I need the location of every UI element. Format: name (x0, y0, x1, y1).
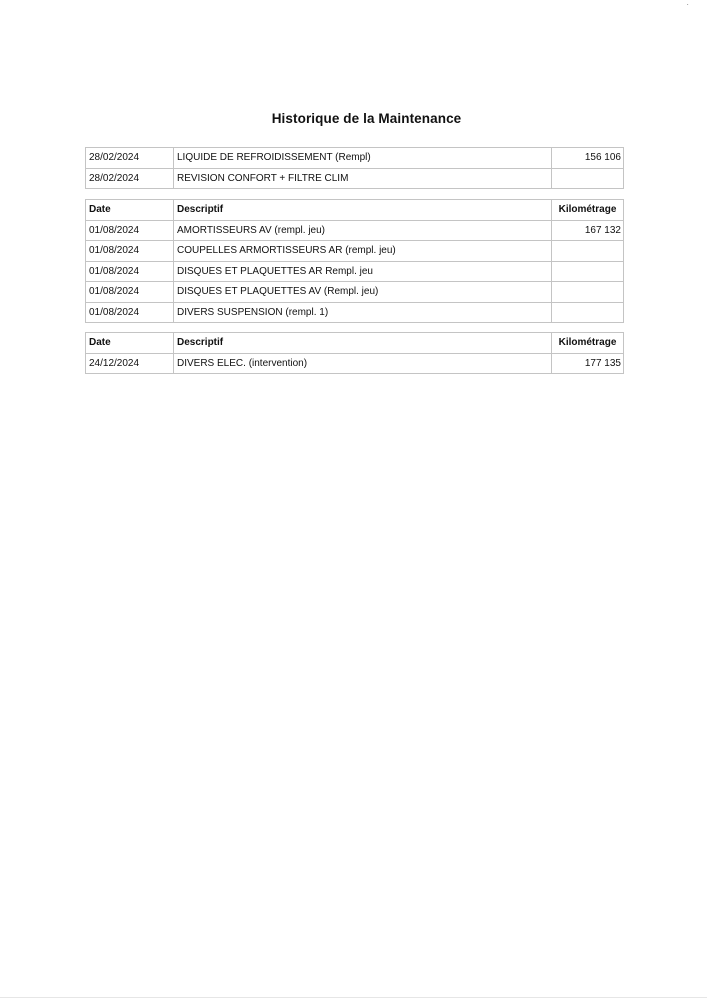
date-cell: 01/08/2024 (86, 261, 174, 282)
km-cell: 167 132 (552, 220, 624, 241)
page-title: Historique de la Maintenance (271, 111, 462, 127)
table-row (86, 353, 624, 374)
date-cell: 01/08/2024 (86, 241, 174, 262)
maintenance-table-2 (85, 199, 624, 323)
date-cell: 28/02/2024 (86, 148, 174, 169)
description-cell: REVISION CONFORT + FILTRE CLIM (174, 168, 552, 189)
description-header: Descriptif (174, 200, 552, 221)
date-cell: 24/12/2024 (86, 353, 174, 374)
date-cell: 01/08/2024 (86, 302, 174, 323)
km-header: Kilométrage (552, 333, 624, 354)
description-cell: DISQUES ET PLAQUETTES AR Rempl. jeu (174, 261, 552, 282)
corner-mark: · (686, 0, 689, 9)
table-header-row (86, 200, 624, 221)
km-cell (552, 241, 624, 262)
km-header: Kilométrage (552, 200, 624, 221)
description-cell: COUPELLES ARMORTISSEURS AR (rempl. jeu) (174, 241, 552, 262)
km-cell (552, 168, 624, 189)
maintenance-table-1 (85, 147, 624, 189)
table-row (86, 148, 624, 169)
description-cell: DIVERS SUSPENSION (rempl. 1) (174, 302, 552, 323)
date-cell: 01/08/2024 (86, 282, 174, 303)
description-cell: LIQUIDE DE REFROIDISSEMENT (Rempl) (174, 148, 552, 169)
description-cell: AMORTISSEURS AV (rempl. jeu) (174, 220, 552, 241)
km-cell (552, 302, 624, 323)
date-cell: 01/08/2024 (86, 220, 174, 241)
table-row (86, 302, 624, 323)
table-header-row (86, 333, 624, 354)
km-cell: 177 135 (552, 353, 624, 374)
date-header: Date (86, 333, 174, 354)
description-cell: DIVERS ELEC. (intervention) (174, 353, 552, 374)
bottom-edge-line (0, 997, 707, 998)
date-header: Date (86, 200, 174, 221)
date-cell: 28/02/2024 (86, 168, 174, 189)
maintenance-table-3 (85, 332, 624, 374)
table-row (86, 261, 624, 282)
table-row (86, 168, 624, 189)
table-row (86, 241, 624, 262)
description-header: Descriptif (174, 333, 552, 354)
table-row (86, 282, 624, 303)
km-cell: 156 106 (552, 148, 624, 169)
km-cell (552, 282, 624, 303)
table-row (86, 220, 624, 241)
description-cell: DISQUES ET PLAQUETTES AV (Rempl. jeu) (174, 282, 552, 303)
km-cell (552, 261, 624, 282)
